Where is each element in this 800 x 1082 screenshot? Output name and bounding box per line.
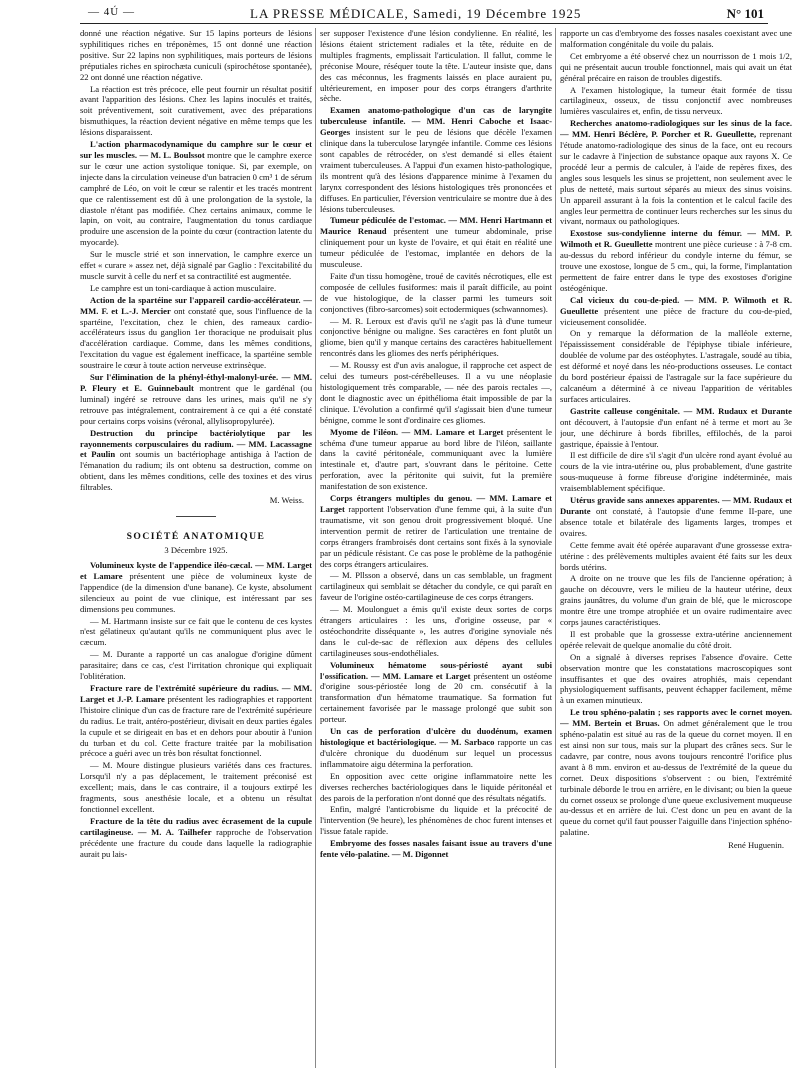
communication-title: Destruction du principe bactériolytique par les rayonnements corpusculaires du radium. — MM. Lacassagne et Paulin: [80, 427, 312, 460]
column-3: [560, 28, 792, 1076]
communication-text: présentent le schéma d'une tumeur apparue au bord libre de l'iléon, saillante dans la cavité péritonéale, communiquant avec la lumière intestinale et, d'autre part, s'ouvrant dans le péritoine. Cette perforation, avec la péritonite qui suivit, fut la première manifestation de son existence.: [320, 426, 552, 492]
communication-text: montrent une pièce curieuse : à 7-8 cm. au-dessus du rebord inférieur du condyle interne du fémur, se trouve une exostose, longue de 5 cm., qui, la forme, l'implantation permettent de faire entrer dans le type des exostoses d'origine ostéogénique.: [560, 239, 792, 293]
communication-title: Gastrite calleuse congénitale. — MM. Rudaux et Durante: [570, 405, 792, 416]
column-2: [320, 28, 552, 1076]
paragraph: La réaction est très précoce, elle peut fournir un résultat positif avant l'apparition des lésions. Chez les lapins inoculés et traités, soit préventivement, soit curativement, avec des préparations bismuthiques, la réaction devient négative en même temps que les lésions disparaissent.: [80, 83, 312, 138]
section-separator: [176, 516, 216, 517]
paragraph: — M. R. Leroux est d'avis qu'il ne s'agit pas là d'une tumeur conjonctive bénigne ou maligne. Ses caractères en font plutôt un gliome, bien qu'il y manque certains des caractères habituellement rencontrés dans les gliomes des nerfs périphériques.: [320, 315, 552, 359]
signature: René Huguenin.: [728, 840, 784, 851]
paragraph: — M. Hartmann insiste sur ce fait que le contenu de ces kystes n'est gélatineux qu'autant qu'ils ne communiquent plus avec le cæcum.: [80, 615, 312, 648]
communication-text: ont constaté, à l'autopsie d'une femme II-pare, une absence totale et bilatérale des ligaments larges, trompes et ovaires.: [560, 505, 792, 538]
column-divider: [315, 28, 316, 1068]
communication-title: Corps étrangers multiples du genou. — MM. Lamare et Larget: [320, 493, 552, 514]
communication-text: présentent une pièce de fracture du cou-de-pied, vicieusement consolidée.: [560, 305, 792, 327]
communication-text: présentent une tumeur abdominale, prise cliniquement pour un kyste de l'ovaire, et qui était en réalité une tumeur pédiculée de l'estomac, implantée en dehors de la musculeuse.: [320, 226, 552, 270]
section-date: 3 Décembre 1925.: [164, 545, 228, 556]
communication-title: L'action pharmacodynamique du camphre sur le cœur et sur les muscles. — M. L. Boulssot: [80, 139, 312, 160]
paragraph: — M. Moulonguet a émis qu'il existe deux sortes de corps étrangers articulaires : les uns, d'origine osseuse, par « ostéochondrite disséquante », les autres d'origine synoviale nés dans le cul-de-sac de réflexion aux dépens des cellules cartilagineuses sous-endothéliales.: [320, 604, 552, 658]
communication: [560, 118, 792, 227]
paragraph: Il est probable que la grossesse extra-utérine anciennement opérée relevait de quelque anomalie du côté droit.: [560, 628, 792, 650]
communication-title: Action de la spartéine sur l'appareil cardio-accélérateur. — MM. F. et L.-J. Mercier: [80, 294, 312, 316]
communication: [560, 406, 792, 450]
signature: M. Weiss.: [269, 495, 304, 506]
communication-title: Le trou sphéno-palatin ; ses rapports avec le cornet moyen. — MM. Bertein et Bruas.: [560, 707, 792, 729]
paragraph: On y remarque la déformation de la malléole externe, l'épaississement considérable de l'épiphyse tibiale inférieure, doublée de volume par des ostéophytes. L'astragale, soudé au tibia, est déformé et noyé dans les néo-productions osseuses. Le contact du bord postérieur épaissi de l'astragale sur la face supérieure du calcanéum a déterminé à ce niveau l'apparition de véritables surfaces articulaires.: [560, 328, 792, 404]
paragraph: A l'examen histologique, la tumeur était formée de tissu cartilagineux, osseux, de tissu conjonctif avec nombreuses lumières vasculaires et, enfin, de tissu nerveux.: [560, 84, 792, 117]
paragraph: — M. Moure distingue plusieurs variétés dans ces fractures. Lorsqu'il n'y a pas déplacement, le traitement préconisé est excellent; mais, dans le cas contraire, il a toujours extirpé les fragments, sous anesthésie locale, et a obtenu un résultat fonctionnel excellent.: [80, 760, 312, 814]
paragraph: Cette femme avait été opérée auparavant d'une grossesse extra-utérine : des prélèvements multiples avaient été faits sur les deux bords utérins.: [560, 539, 792, 572]
communication: [320, 838, 552, 860]
page-folio: — 4Ú —: [88, 6, 135, 18]
communication: [80, 295, 312, 371]
paragraph: Enfin, malgré l'anticrobisme du liquide et la précocité de l'intervention (9e heure), les phénomènes de choc furent intenses et l'issue fatale rapide.: [320, 804, 552, 837]
section-title: SOCIÉTÉ ANATOMIQUE: [126, 530, 266, 542]
communication-text: rapproche de l'observation précédente une fracture du coude dans laquelle la radiographie aurait pu lais-: [80, 826, 312, 859]
communication: [320, 105, 552, 214]
paragraph: — M. Pllsson a observé, dans un cas semblable, un fragment cartilagineux qui semblait se détacher du condyle, ce qui paraît en faveur de l'origine ostéo-cartilagineuse de ces corps étrangers.: [320, 570, 552, 603]
communication-text: ont soumis un bactériophage antishiga à l'action de l'émanation du radium; ils ont obtenu sa destruction, comme on obtient, dans les mêmes conditions, celle des toxines et des virus filtrables.: [80, 449, 312, 493]
paragraph: Il est difficile de dire s'il s'agit d'un ulcère rond ayant évolué au cours de la vie intra-utérine ou, plus probablement, d'une gastrite sous-muqueuse à forme fibreuse d'origine indéterminée, mais vraisemblablement spécifique.: [560, 450, 792, 494]
communication-text: présentent une pièce de volumineux kyste de l'appendice (de la dimension d'une banane). Ce kyste, absolument silencieux au point de vue clinique, est intéressant par ses dimensions peu communes.: [80, 570, 312, 614]
communication: [80, 683, 312, 759]
communication-text: présentent les radiographies et rapportent l'histoire clinique d'un cas de fracture rare de l'extrémité supérieure du radius. Le trait, antéro-postérieur, divisait en deux parties égales la cupule et se dirigeait en bas et en dehors pour aboutir à l'union du turban et du col. Cette fracture traitée par la mobilisation précoce a guéri avec un très bon résultat fonctionnel.: [80, 693, 312, 759]
paragraph: ser supposer l'existence d'une lésion condylienne. En réalité, les lésions étaient strictement radiales et la tête, réduite en de multiples fragments, emplissait l'articulation. Il fallut, comme le préconise Moure, réséquer toute la tête. L'auteur insiste que, dans des cas méconnus, les fragments laissés en place auraient pu, ultérieurement, en imposer pour des corps étrangers d'arthrite sèche.: [320, 28, 552, 104]
communication-text: On admet généralement que le trou sphéno-palatin est situé au ras de la queue du cornet moyen. Il en est ainsi non sur tous, mais sur la plupart des crânes secs. Sur le cadavre, par contre, nous avons toujours rencontré l'orifice plus avant à 8 mm. environ et au-dessus de l'extrémité de la queue du cornet. Deux dispositions s'observent : ou bien, l'extrémité turbinale déborde le trou en arrière, en le divisant; ou bien la queue du cornet osseux se prolonge d'une queue exclusivement muqueuse au-dessus et en arrière de lui. C'est donc un peu en avant de la queue du cornet qu'il faut pousser l'aiguille dans l'injection sphéno-palatine.: [560, 718, 792, 838]
communication-title: Sur l'élimination de la phényl-éthyl-malonyl-urée. — MM. P. Fleury et E. Guinnebault: [80, 372, 312, 393]
paragraph: On a signalé à diverses reprises l'absence d'ovaire. Cette observation montre que les constatations macroscopiques sont insuffisantes et que des ovaires atrophiés, mais cependant physiologiquement suffisants, peuvent échapper facilement, même à un examen minutieux.: [560, 651, 792, 706]
communication-title: Embryome des fosses nasales faisant issue au travers d'une fente vélo-palatine. — M. Digonnet: [320, 838, 552, 860]
paragraph: Faite d'un tissu homogène, troué de cavités nécrotiques, elle est composée de cellules fusiformes: mais il paraît difficile, au point de vue histologique, de la classer parmi les tumeurs soit conjonctives (fibro-sarcomes) soit ectodermiques (schwannomes).: [320, 270, 552, 314]
communication-title: Fracture de la tête du radius avec écrasement de la cupule cartilagineuse. — M. A. Tailhefer: [80, 815, 312, 837]
communication: [560, 707, 792, 838]
paragraph: rapporte un cas d'embryome des fosses nasales coexistant avec une malformation congénitale du voile du palais.: [560, 28, 792, 49]
communication-title: Examen anatomo-pathologique d'un cas de laryngite tuberculeuse infantile. — MM. Henri Caboche et Isaac-Georges: [320, 105, 552, 138]
communication-title: Utérus gravide sans annexes apparentes. — MM. Rudaux et Durante: [560, 495, 792, 516]
paragraph: Sur le muscle strié et son innervation, le camphre exerce un effet « curare » assez net, déjà signalé par Gaglio : l'excitabilité du muscle survit à celle du nerf et sa contractilité est augmentée.: [80, 249, 312, 281]
communication-text: reprenant l'étude anatomo-radiologique des sinus de la face, ont eu recours sur le cadavre à l'injection de substance opaque aux rayons X. Ce procédé leur a permis de calculer, à l'aide de repères fixes, des angles sous lesquels les sinus se projettent, non seulement avec le plus de netteté, mais surtout séparés au mieux des sinus voisins. Un appareil assurant à la fois la contention et le calcul facile des angles leur permettra de continuer leurs recherches sur les sinus du vivant, normaux ou pathologiques.: [560, 129, 792, 227]
communication: [320, 726, 552, 770]
communication: [320, 660, 552, 725]
communication: [80, 816, 312, 860]
issue-number: N° 101: [726, 6, 764, 21]
communication: [560, 495, 792, 539]
communication: [560, 228, 792, 293]
paragraph: donné une réaction négative. Sur 15 lapins porteurs de lésions syphilitiques riches en tréponèmes, 15 ont donné une réaction positive. Sur 22 lapins non syphilitiques, mais porteurs de lésions préputiales riches en spirochæta cuniculi (spirochétose spontanée), 22 ont donné une réaction négative.: [80, 28, 312, 82]
communication-text: rapportent l'observation d'une femme qui, à la suite d'un traumatisme, vit son genou droit progressivement bloqué. Une intervention permit de retirer de l'articulation une trentaine de corps étrangers frambroisés dont certains sont fixés à la synoviale par un pédicule résistant. Ce cas pose le problème de la pathogénie des corps étrangers articulaires.: [320, 503, 552, 569]
paragraph: — M. Durante a rapporté un cas analogue d'origine dûment parasitaire; dans ce cas, c'est l'irritation chronique qui expliquait l'oblitération.: [80, 649, 312, 682]
communication: [560, 295, 792, 328]
paragraph: Cet embryome a été observé chez un nourrisson de 1 mois 1/2, qui ne présentait aucun trouble fonctionnel, mais qui avait un état général précaire en raison de troubles digestifs.: [560, 50, 792, 83]
communication: [320, 493, 552, 569]
communication-text: ont constaté que, sous l'influence de la spartéine, l'excitation, chez le chien, des rameaux cardio-accélérateurs issus du ganglion 1er thoracique ne produisait plus d'accélération cardiaque. Comme, dans les mêmes conditions, l'excitation du vague est également inefficace, la spartéine semble soustraire le cœur à toute action nerveuse extrinsèque.: [80, 305, 312, 371]
paragraph: — M. Roussy est d'un avis analogue, il rapproche cet aspect de celui des tumeurs post-cérébelleuses. Il a vu une néoplasie histologiquement très comparable, — née des parois rectales —, dont le diagnostic avec un épithélioma était impossible de par la clinique. L'évolution a confirmé qu'il s'agissait bien d'une tumeur bénigne, comme le sont d'ordinaire ces gliomes.: [320, 360, 552, 425]
communication-title: Exostose sus-condylienne interne du fémur. — MM. P. Wilmoth et R. Gueullette: [560, 228, 792, 250]
communication-text: présentent un ostéome d'origine sous-périostée long de 20 cm. consécutif à la transformation d'un hématome traumatique. Sa formation fut certainement favorisée par le massage prolongé que subit son porteur.: [320, 670, 552, 725]
communication-title: Volumineux hématome sous-périosté ayant subi l'ossification. — MM. Lamare et Larget: [320, 659, 552, 681]
page-header: [0, 6, 800, 28]
communication: [320, 215, 552, 270]
communication: [320, 427, 552, 492]
paragraph: Le camphre est un toni-cardiaque à action musculaire.: [90, 282, 277, 293]
communication-title: Un cas de perforation d'ulcère du duodénum, examen histologique et bactériologique. — M. Sarbaco: [320, 726, 552, 747]
communication-title: Fracture rare de l'extrémité supérieure du radius. — MM. Larget et J.-P. Lamare: [80, 683, 312, 704]
paragraph: En opposition avec cette origine inflammatoire nette les diverses recherches bactériologiques dans le liquide péritonéal et des parois de la perforation n'ont donné que des résultats négatifs.: [320, 770, 552, 803]
communication: [80, 428, 312, 493]
header-rule: [80, 23, 768, 24]
journal-running-title: LA PRESSE MÉDICALE, Samedi, 19 Décembre 1925: [250, 6, 582, 21]
communication: [80, 560, 312, 615]
communication-text: insistent sur le peu de lésions que décèle l'examen clinique dans la tuberculose laryngée infantile. Comme ces lésions sont capables de rétrocéder, on s'est demandé si elles étaient vraiment tuberculeuses. A l'appui d'un examen histo-pathologique, ils montrent qu'à des lésions d'apparence minime à l'examen du larynx correspondent des lésions histologiques très prononcées et diffuses. En particulier, l'éversion ventriculaire se montre due à des lésions tuberculeuses.: [320, 127, 552, 214]
communication: [80, 139, 312, 248]
column-1: [80, 28, 312, 1076]
communication-title: Cal vicieux du cou-de-pied. — MM. P. Wilmoth et R. Gueullette: [560, 294, 792, 316]
paragraph: A droite on ne trouve que les fils de l'ancienne opération; à gauche on découvre, vers le milieu de la hauteur utérine, deux grains jaunâtres, du volume d'un grain de blé, que le microscope montre être une trompe atrophiée et un ovaire rudimentaire avec corps jaunes caractéristiques.: [560, 573, 792, 628]
communication: [80, 372, 312, 427]
communication-title: Volumineux kyste de l'appendice iléo-cæcal. — MM. Larget et Lamare: [80, 560, 312, 581]
column-divider: [555, 28, 556, 1068]
communication-text: montrent que le gardénal (ou luminal) ingéré se retrouve dans les urines, mais qu'il ne s'y retrouve pas intégralement, contrairement à ce qui a été constaté pour certains corps voisins (véronal, allylisopropylurée).: [80, 383, 312, 426]
communication-text: montre que le camphre exerce sur le cœur une action systolique tonique. Si, par exemple, on injecte dans la circulation veineuse d'un batracien 0 cm³ 1 de sérum camphré de Léo, on voit le cœur se ralentir et les tracés montrent que ce ralentissement est dû à une prolongation de la systole, la diastole n'étant pas modifiée. Chez certains animaux, comme le lapin, on voit, au contraire, l'augmentation du tonus cardiaque produire une ascension de la pointe du cœur (contraction latente du myocarde).: [80, 149, 312, 248]
communication-title: Tumeur pédiculée de l'estomac. — MM. Henri Hartmann et Maurice Renaud: [320, 215, 552, 237]
communication-text: rapporte un cas d'ulcère chronique du duodénum sur lequel un processus inflammatoire aigu détermina la perforation.: [320, 737, 552, 769]
communication-text: ont découvert, à l'autopsie d'un enfant né à terme et mort au 3e jour, une déchirure à bords fibrilles, effilochés, de la paroi gastrique, épaissie à l'entour.: [560, 416, 792, 449]
communication-title: Recherches anatomo-radiologiques sur les sinus de la face. — MM. Henri Béclère, P. Porcher et R. Gueullette,: [560, 118, 792, 140]
communication-title: Myome de l'iléon. — MM. Lamare et Larget: [330, 426, 504, 437]
